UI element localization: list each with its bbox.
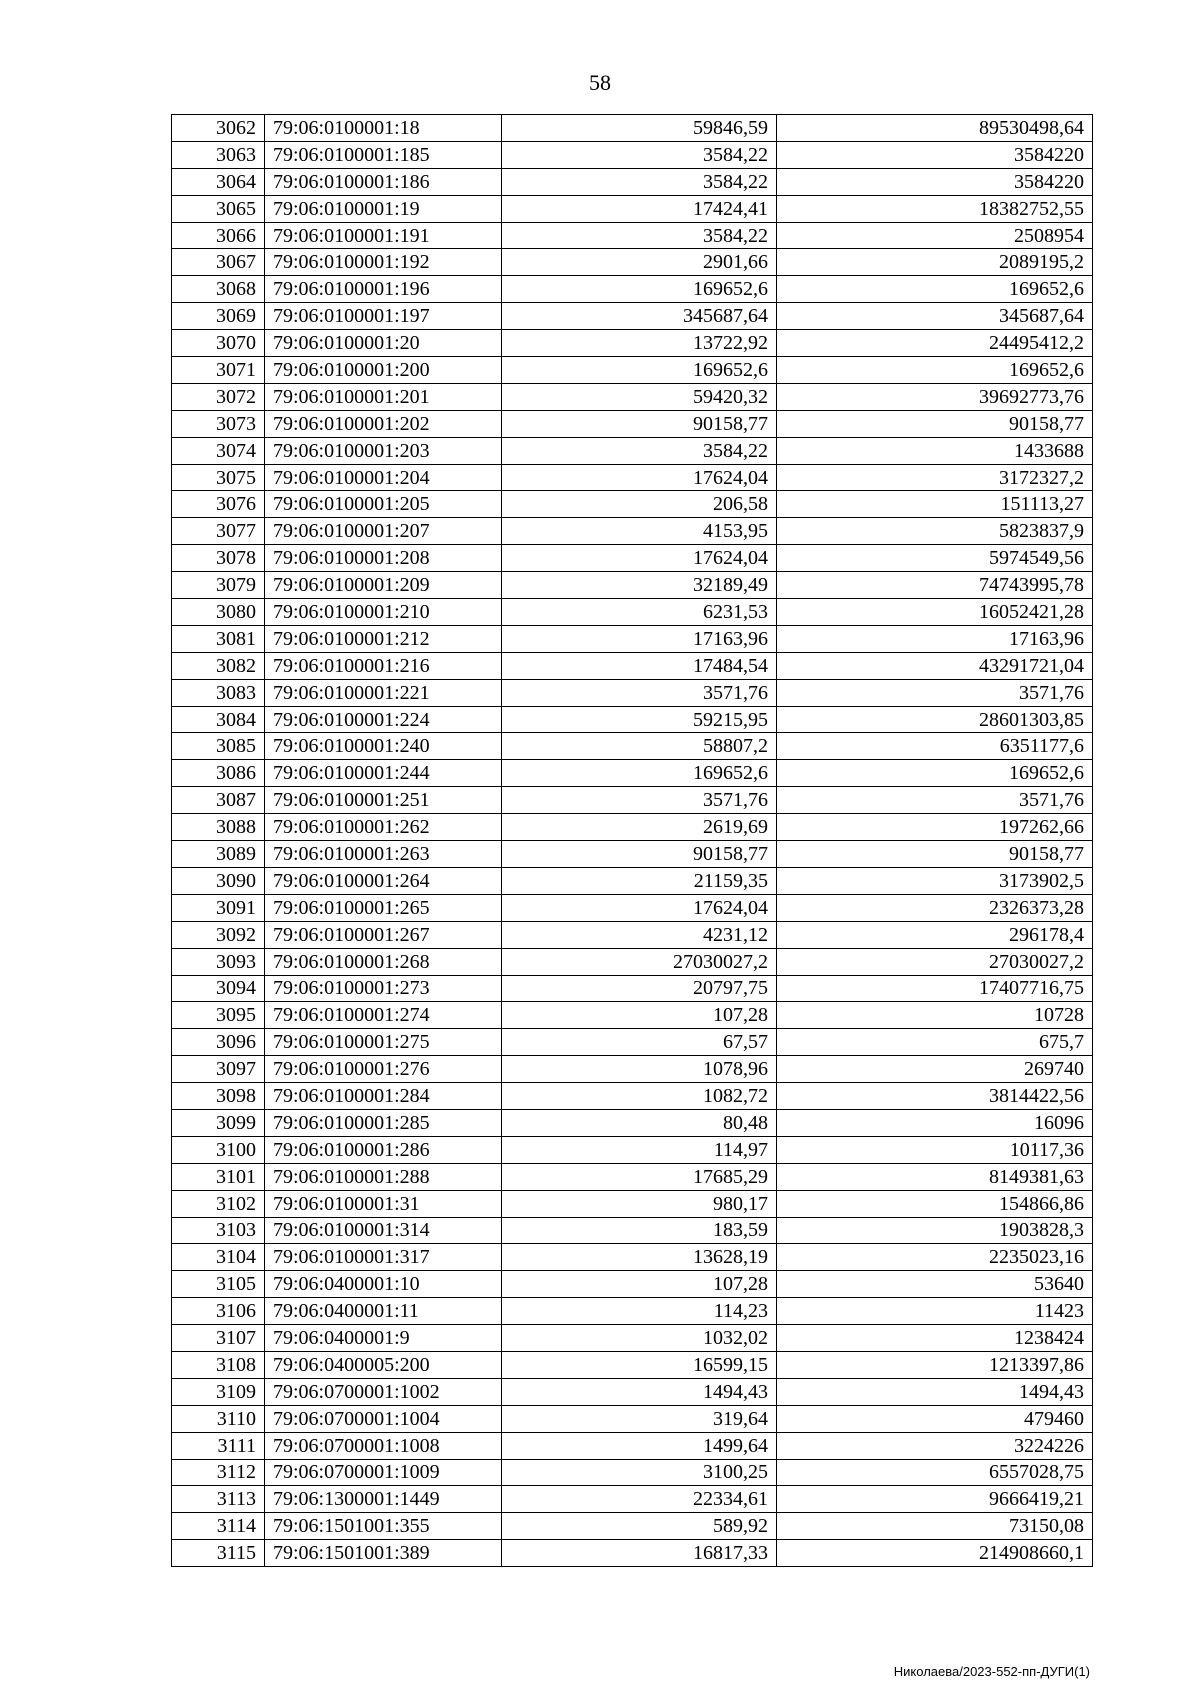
value-b-cell: 11423 (777, 1298, 1093, 1325)
cadastral-number-cell: 79:06:0100001:262 (265, 814, 502, 841)
cadastral-number-cell: 79:06:0100001:265 (265, 894, 502, 921)
cadastral-number-cell: 79:06:0100001:202 (265, 410, 502, 437)
document-footer: Николаева/2023-552-пп-ДУГИ(1) (893, 1664, 1090, 1679)
table-row (172, 1298, 1093, 1325)
cadastral-number-cell: 79:06:0700001:1002 (265, 1378, 502, 1405)
value-a-cell: 1082,72 (502, 1083, 777, 1110)
value-a-cell: 17424,41 (502, 195, 777, 222)
value-a-cell: 3584,22 (502, 141, 777, 168)
table-row (172, 921, 1093, 948)
cadastral-number-cell: 79:06:0100001:275 (265, 1029, 502, 1056)
value-b-cell: 3224226 (777, 1432, 1093, 1459)
value-b-cell: 73150,08 (777, 1513, 1093, 1540)
value-b-cell: 345687,64 (777, 303, 1093, 330)
row-number-cell: 3065 (172, 195, 265, 222)
row-number-cell: 3077 (172, 518, 265, 545)
value-b-cell: 17407716,75 (777, 975, 1093, 1002)
row-number-cell: 3089 (172, 841, 265, 868)
cadastral-number-cell: 79:06:0100001:200 (265, 357, 502, 384)
value-b-cell: 169652,6 (777, 357, 1093, 384)
value-b-cell: 3173902,5 (777, 867, 1093, 894)
value-b-cell: 5823837,9 (777, 518, 1093, 545)
row-number-cell: 3114 (172, 1513, 265, 1540)
value-b-cell: 1213397,86 (777, 1351, 1093, 1378)
value-a-cell: 22334,61 (502, 1486, 777, 1513)
value-b-cell: 1903828,3 (777, 1217, 1093, 1244)
value-b-cell: 90158,77 (777, 410, 1093, 437)
row-number-cell: 3099 (172, 1109, 265, 1136)
row-number-cell: 3074 (172, 437, 265, 464)
table-row (172, 115, 1093, 142)
cadastral-number-cell: 79:06:0100001:209 (265, 572, 502, 599)
table-body (172, 115, 1093, 1567)
row-number-cell: 3071 (172, 357, 265, 384)
value-b-cell: 269740 (777, 1056, 1093, 1083)
value-a-cell: 6231,53 (502, 599, 777, 626)
value-b-cell: 16052421,28 (777, 599, 1093, 626)
table-row (172, 1378, 1093, 1405)
row-number-cell: 3107 (172, 1325, 265, 1352)
value-b-cell: 28601303,85 (777, 706, 1093, 733)
value-a-cell: 3584,22 (502, 168, 777, 195)
table-row (172, 787, 1093, 814)
value-a-cell: 169652,6 (502, 760, 777, 787)
value-a-cell: 27030027,2 (502, 948, 777, 975)
cadastral-number-cell: 79:06:0100001:263 (265, 841, 502, 868)
table-row (172, 1271, 1093, 1298)
table-row (172, 1002, 1093, 1029)
table-row (172, 625, 1093, 652)
value-b-cell: 1238424 (777, 1325, 1093, 1352)
value-b-cell: 2508954 (777, 222, 1093, 249)
row-number-cell: 3064 (172, 168, 265, 195)
value-b-cell: 3584220 (777, 141, 1093, 168)
table-row (172, 1029, 1093, 1056)
value-a-cell: 67,57 (502, 1029, 777, 1056)
row-number-cell: 3088 (172, 814, 265, 841)
cadastral-number-cell: 79:06:0100001:18 (265, 115, 502, 142)
row-number-cell: 3062 (172, 115, 265, 142)
cadastral-number-cell: 79:06:0700001:1004 (265, 1405, 502, 1432)
value-a-cell: 80,48 (502, 1109, 777, 1136)
value-a-cell: 4153,95 (502, 518, 777, 545)
row-number-cell: 3076 (172, 491, 265, 518)
value-a-cell: 16599,15 (502, 1351, 777, 1378)
value-b-cell: 3584220 (777, 168, 1093, 195)
table-row (172, 572, 1093, 599)
cadastral-number-cell: 79:06:0100001:268 (265, 948, 502, 975)
table-row (172, 249, 1093, 276)
value-a-cell: 59215,95 (502, 706, 777, 733)
value-a-cell: 107,28 (502, 1002, 777, 1029)
value-b-cell: 3814422,56 (777, 1083, 1093, 1110)
value-b-cell: 2235023,16 (777, 1244, 1093, 1271)
value-a-cell: 2619,69 (502, 814, 777, 841)
value-b-cell: 2326373,28 (777, 894, 1093, 921)
value-a-cell: 3584,22 (502, 437, 777, 464)
row-number-cell: 3092 (172, 921, 265, 948)
value-b-cell: 53640 (777, 1271, 1093, 1298)
value-b-cell: 1494,43 (777, 1378, 1093, 1405)
row-number-cell: 3063 (172, 141, 265, 168)
table-row (172, 491, 1093, 518)
row-number-cell: 3070 (172, 330, 265, 357)
table-row (172, 357, 1093, 384)
cadastral-number-cell: 79:06:0100001:251 (265, 787, 502, 814)
table-row (172, 168, 1093, 195)
value-b-cell: 5974549,56 (777, 545, 1093, 572)
row-number-cell: 3080 (172, 599, 265, 626)
table-row (172, 679, 1093, 706)
table-row (172, 1486, 1093, 1513)
value-b-cell: 154866,86 (777, 1190, 1093, 1217)
cadastral-number-cell: 79:06:0100001:267 (265, 921, 502, 948)
value-b-cell: 6557028,75 (777, 1459, 1093, 1486)
cadastral-number-cell: 79:06:0100001:314 (265, 1217, 502, 1244)
row-number-cell: 3069 (172, 303, 265, 330)
value-a-cell: 206,58 (502, 491, 777, 518)
cadastral-number-cell: 79:06:0100001:286 (265, 1136, 502, 1163)
cadastral-number-cell: 79:06:0100001:185 (265, 141, 502, 168)
row-number-cell: 3102 (172, 1190, 265, 1217)
table-row (172, 1405, 1093, 1432)
value-b-cell: 8149381,63 (777, 1163, 1093, 1190)
value-b-cell: 214908660,1 (777, 1540, 1093, 1567)
page-number: 58 (589, 70, 611, 95)
value-b-cell: 24495412,2 (777, 330, 1093, 357)
cadastral-number-cell: 79:06:1501001:389 (265, 1540, 502, 1567)
row-number-cell: 3090 (172, 867, 265, 894)
cadastral-number-cell: 79:06:0100001:210 (265, 599, 502, 626)
row-number-cell: 3113 (172, 1486, 265, 1513)
table-row (172, 1244, 1093, 1271)
table-row (172, 1217, 1093, 1244)
row-number-cell: 3078 (172, 545, 265, 572)
value-a-cell: 1494,43 (502, 1378, 777, 1405)
row-number-cell: 3110 (172, 1405, 265, 1432)
cadastral-number-cell: 79:06:0100001:216 (265, 652, 502, 679)
value-b-cell: 43291721,04 (777, 652, 1093, 679)
table-row (172, 814, 1093, 841)
row-number-cell: 3108 (172, 1351, 265, 1378)
table-row (172, 733, 1093, 760)
value-b-cell: 169652,6 (777, 760, 1093, 787)
value-b-cell: 296178,4 (777, 921, 1093, 948)
value-a-cell: 90158,77 (502, 410, 777, 437)
cadastral-number-cell: 79:06:0100001:191 (265, 222, 502, 249)
value-b-cell: 18382752,55 (777, 195, 1093, 222)
row-number-cell: 3083 (172, 679, 265, 706)
value-b-cell: 16096 (777, 1109, 1093, 1136)
table-row (172, 1459, 1093, 1486)
value-a-cell: 183,59 (502, 1217, 777, 1244)
value-a-cell: 2901,66 (502, 249, 777, 276)
value-a-cell: 980,17 (502, 1190, 777, 1217)
table-row (172, 1432, 1093, 1459)
cadastral-number-cell: 79:06:0100001:208 (265, 545, 502, 572)
row-number-cell: 3093 (172, 948, 265, 975)
table-row (172, 1136, 1093, 1163)
cadastral-number-cell: 79:06:0100001:264 (265, 867, 502, 894)
table-row (172, 141, 1093, 168)
table-row (172, 760, 1093, 787)
value-a-cell: 59420,32 (502, 383, 777, 410)
cadastral-table (171, 114, 1093, 1567)
table-row (172, 276, 1093, 303)
value-a-cell: 16817,33 (502, 1540, 777, 1567)
cadastral-number-cell: 79:06:0100001:186 (265, 168, 502, 195)
cadastral-number-cell: 79:06:0700001:1008 (265, 1432, 502, 1459)
value-b-cell: 17163,96 (777, 625, 1093, 652)
value-b-cell: 3571,76 (777, 679, 1093, 706)
value-a-cell: 169652,6 (502, 276, 777, 303)
cadastral-number-cell: 79:06:0100001:20 (265, 330, 502, 357)
cadastral-number-cell: 79:06:0100001:203 (265, 437, 502, 464)
row-number-cell: 3091 (172, 894, 265, 921)
table-row (172, 1163, 1093, 1190)
cadastral-number-cell: 79:06:0100001:285 (265, 1109, 502, 1136)
value-a-cell: 21159,35 (502, 867, 777, 894)
value-a-cell: 3100,25 (502, 1459, 777, 1486)
row-number-cell: 3086 (172, 760, 265, 787)
table-row (172, 1109, 1093, 1136)
value-a-cell: 3584,22 (502, 222, 777, 249)
row-number-cell: 3111 (172, 1432, 265, 1459)
value-a-cell: 169652,6 (502, 357, 777, 384)
cadastral-number-cell: 79:06:0100001:19 (265, 195, 502, 222)
value-b-cell: 1433688 (777, 437, 1093, 464)
table-row (172, 652, 1093, 679)
cadastral-number-cell: 79:06:0400001:9 (265, 1325, 502, 1352)
cadastral-number-cell: 79:06:0400005:200 (265, 1351, 502, 1378)
value-a-cell: 1499,64 (502, 1432, 777, 1459)
table-row (172, 1056, 1093, 1083)
cadastral-number-cell: 79:06:0100001:224 (265, 706, 502, 733)
row-number-cell: 3087 (172, 787, 265, 814)
value-a-cell: 58807,2 (502, 733, 777, 760)
row-number-cell: 3085 (172, 733, 265, 760)
row-number-cell: 3084 (172, 706, 265, 733)
cadastral-number-cell: 79:06:0100001:244 (265, 760, 502, 787)
value-b-cell: 74743995,78 (777, 572, 1093, 599)
value-a-cell: 1032,02 (502, 1325, 777, 1352)
row-number-cell: 3100 (172, 1136, 265, 1163)
value-a-cell: 59846,59 (502, 115, 777, 142)
row-number-cell: 3104 (172, 1244, 265, 1271)
value-b-cell: 169652,6 (777, 276, 1093, 303)
value-b-cell: 197262,66 (777, 814, 1093, 841)
value-a-cell: 90158,77 (502, 841, 777, 868)
table-row (172, 841, 1093, 868)
value-a-cell: 17624,04 (502, 545, 777, 572)
value-b-cell: 39692773,76 (777, 383, 1093, 410)
table-row (172, 464, 1093, 491)
value-a-cell: 319,64 (502, 1405, 777, 1432)
cadastral-number-cell: 79:06:0100001:221 (265, 679, 502, 706)
row-number-cell: 3081 (172, 625, 265, 652)
value-a-cell: 32189,49 (502, 572, 777, 599)
table-row (172, 410, 1093, 437)
row-number-cell: 3105 (172, 1271, 265, 1298)
cadastral-number-cell: 79:06:0100001:205 (265, 491, 502, 518)
table-row (172, 222, 1093, 249)
cadastral-number-cell: 79:06:0100001:276 (265, 1056, 502, 1083)
table-row (172, 1540, 1093, 1567)
row-number-cell: 3101 (172, 1163, 265, 1190)
table-row (172, 1190, 1093, 1217)
cadastral-number-cell: 79:06:0100001:204 (265, 464, 502, 491)
value-a-cell: 114,23 (502, 1298, 777, 1325)
cadastral-number-cell: 79:06:0100001:31 (265, 1190, 502, 1217)
value-b-cell: 6351177,6 (777, 733, 1093, 760)
value-a-cell: 3571,76 (502, 787, 777, 814)
cadastral-number-cell: 79:06:0100001:274 (265, 1002, 502, 1029)
value-a-cell: 345687,64 (502, 303, 777, 330)
table-row (172, 1513, 1093, 1540)
value-b-cell: 151113,27 (777, 491, 1093, 518)
cadastral-number-cell: 79:06:0100001:207 (265, 518, 502, 545)
value-b-cell: 10728 (777, 1002, 1093, 1029)
cadastral-number-cell: 79:06:0100001:288 (265, 1163, 502, 1190)
value-b-cell: 27030027,2 (777, 948, 1093, 975)
value-b-cell: 675,7 (777, 1029, 1093, 1056)
row-number-cell: 3095 (172, 1002, 265, 1029)
row-number-cell: 3097 (172, 1056, 265, 1083)
value-a-cell: 17624,04 (502, 464, 777, 491)
value-b-cell: 90158,77 (777, 841, 1093, 868)
cadastral-number-cell: 79:06:1501001:355 (265, 1513, 502, 1540)
cadastral-number-cell: 79:06:0100001:197 (265, 303, 502, 330)
row-number-cell: 3098 (172, 1083, 265, 1110)
table-row (172, 706, 1093, 733)
row-number-cell: 3094 (172, 975, 265, 1002)
value-b-cell: 3571,76 (777, 787, 1093, 814)
cadastral-number-cell: 79:06:0100001:196 (265, 276, 502, 303)
value-a-cell: 17624,04 (502, 894, 777, 921)
row-number-cell: 3109 (172, 1378, 265, 1405)
table-row (172, 545, 1093, 572)
table-row (172, 1325, 1093, 1352)
value-a-cell: 4231,12 (502, 921, 777, 948)
value-a-cell: 107,28 (502, 1271, 777, 1298)
cadastral-number-cell: 79:06:0100001:284 (265, 1083, 502, 1110)
row-number-cell: 3068 (172, 276, 265, 303)
table-row (172, 948, 1093, 975)
row-number-cell: 3112 (172, 1459, 265, 1486)
row-number-cell: 3066 (172, 222, 265, 249)
value-b-cell: 10117,36 (777, 1136, 1093, 1163)
cadastral-number-cell: 79:06:0400001:11 (265, 1298, 502, 1325)
value-a-cell: 114,97 (502, 1136, 777, 1163)
cadastral-number-cell: 79:06:0100001:212 (265, 625, 502, 652)
cadastral-number-cell: 79:06:0100001:201 (265, 383, 502, 410)
row-number-cell: 3096 (172, 1029, 265, 1056)
row-number-cell: 3075 (172, 464, 265, 491)
cadastral-number-cell: 79:06:0100001:273 (265, 975, 502, 1002)
value-a-cell: 3571,76 (502, 679, 777, 706)
table-row (172, 195, 1093, 222)
value-a-cell: 17685,29 (502, 1163, 777, 1190)
table-row (172, 1351, 1093, 1378)
table-row (172, 599, 1093, 626)
table-row (172, 1083, 1093, 1110)
cadastral-number-cell: 79:06:1300001:1449 (265, 1486, 502, 1513)
cadastral-number-cell: 79:06:0700001:1009 (265, 1459, 502, 1486)
row-number-cell: 3067 (172, 249, 265, 276)
table-row (172, 383, 1093, 410)
value-a-cell: 1078,96 (502, 1056, 777, 1083)
row-number-cell: 3079 (172, 572, 265, 599)
table-row (172, 518, 1093, 545)
value-b-cell: 9666419,21 (777, 1486, 1093, 1513)
cadastral-number-cell: 79:06:0100001:317 (265, 1244, 502, 1271)
value-a-cell: 13722,92 (502, 330, 777, 357)
table-row (172, 975, 1093, 1002)
cadastral-number-cell: 79:06:0100001:240 (265, 733, 502, 760)
value-b-cell: 2089195,2 (777, 249, 1093, 276)
cadastral-number-cell: 79:06:0400001:10 (265, 1271, 502, 1298)
cadastral-number-cell: 79:06:0100001:192 (265, 249, 502, 276)
value-b-cell: 479460 (777, 1405, 1093, 1432)
table-row (172, 330, 1093, 357)
row-number-cell: 3115 (172, 1540, 265, 1567)
value-a-cell: 20797,75 (502, 975, 777, 1002)
row-number-cell: 3072 (172, 383, 265, 410)
value-b-cell: 89530498,64 (777, 115, 1093, 142)
row-number-cell: 3103 (172, 1217, 265, 1244)
row-number-cell: 3073 (172, 410, 265, 437)
value-a-cell: 589,92 (502, 1513, 777, 1540)
value-a-cell: 17163,96 (502, 625, 777, 652)
row-number-cell: 3106 (172, 1298, 265, 1325)
value-a-cell: 17484,54 (502, 652, 777, 679)
row-number-cell: 3082 (172, 652, 265, 679)
table-row (172, 437, 1093, 464)
table-row (172, 894, 1093, 921)
value-a-cell: 13628,19 (502, 1244, 777, 1271)
table-row (172, 867, 1093, 894)
value-b-cell: 3172327,2 (777, 464, 1093, 491)
table-row (172, 303, 1093, 330)
